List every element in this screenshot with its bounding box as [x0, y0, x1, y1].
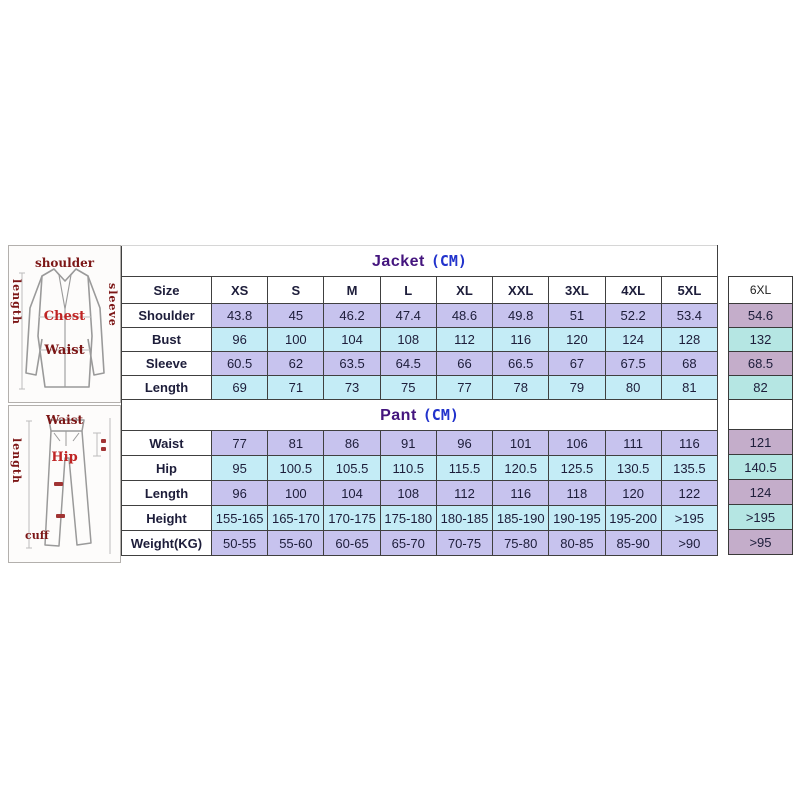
value-cell: 121	[729, 430, 793, 455]
value-cell: 175-180	[380, 506, 436, 531]
value-cell: >195	[661, 506, 717, 531]
row-label: Weight(KG)	[122, 531, 212, 556]
pant-length-label: length	[10, 438, 23, 484]
row-label: Sleeve	[122, 352, 212, 376]
value-cell: 122	[661, 481, 717, 506]
value-cell: 60.5	[212, 352, 268, 376]
value-cell: 104	[324, 328, 380, 352]
value-cell: 124	[605, 328, 661, 352]
size-header-xs: XS	[212, 277, 268, 304]
value-cell: 63.5	[324, 352, 380, 376]
jacket-shoulder-label: shoulder	[34, 256, 95, 270]
jacket-row-sleeve	[122, 352, 718, 376]
jacket-row-bust	[122, 328, 718, 352]
value-cell: 155-165	[212, 506, 268, 531]
value-cell: 130.5	[605, 456, 661, 481]
value-cell: 81	[268, 431, 324, 456]
value-cell: 70-75	[436, 531, 492, 556]
value-cell: 52.2	[605, 304, 661, 328]
size-header-label: Size	[122, 277, 212, 304]
value-cell: >95	[729, 530, 793, 555]
row-label: Length	[122, 376, 212, 400]
value-cell: 82	[729, 376, 793, 400]
value-cell: 95	[212, 456, 268, 481]
jacket-6xl-length	[729, 376, 793, 400]
extra-column-header-row	[729, 277, 793, 304]
jacket-table-title-unit: (CM)	[430, 251, 467, 270]
row-label: Bust	[122, 328, 212, 352]
pant-table-title-text: Pant	[380, 406, 417, 424]
value-cell: 116	[493, 328, 549, 352]
value-cell: 100.5	[268, 456, 324, 481]
value-cell: 73	[324, 376, 380, 400]
value-cell: 77	[436, 376, 492, 400]
value-cell: 60-65	[324, 531, 380, 556]
value-cell: 115.5	[436, 456, 492, 481]
jacket-table-title-row	[122, 246, 718, 277]
size-header-6xl: 6XL	[729, 277, 793, 304]
jacket-chest-label: Chest	[43, 309, 86, 324]
value-cell: 124	[729, 480, 793, 505]
value-cell: 49.8	[493, 304, 549, 328]
value-cell: 112	[436, 328, 492, 352]
value-cell: 106	[549, 431, 605, 456]
pant-row-height	[122, 506, 718, 531]
pant-diagram-box	[8, 405, 121, 563]
value-cell: >90	[661, 531, 717, 556]
size-header-3xl: 3XL	[549, 277, 605, 304]
pant-waist-label: Waist	[45, 413, 84, 427]
value-cell: 78	[493, 376, 549, 400]
value-cell: 54.6	[729, 304, 793, 328]
value-cell: 47.4	[380, 304, 436, 328]
value-cell: 108	[380, 481, 436, 506]
size-header-s: S	[268, 277, 324, 304]
jacket-waist-label: Waist	[44, 343, 85, 358]
size-header-m: M	[324, 277, 380, 304]
pant-table-title-row	[122, 400, 718, 431]
value-cell: 96	[212, 481, 268, 506]
pant-row-length	[122, 481, 718, 506]
value-cell: 75	[380, 376, 436, 400]
value-cell: 116	[493, 481, 549, 506]
size-header-4xl: 4XL	[605, 277, 661, 304]
value-cell: 135.5	[661, 456, 717, 481]
value-cell: 118	[549, 481, 605, 506]
size-header-l: L	[380, 277, 436, 304]
value-cell: 112	[436, 481, 492, 506]
value-cell: 185-190	[493, 506, 549, 531]
value-cell: 132	[729, 328, 793, 352]
extra-column-spacer-cell	[729, 400, 793, 430]
value-cell: 65-70	[380, 531, 436, 556]
pant-row-hip	[122, 456, 718, 481]
value-cell: 125.5	[549, 456, 605, 481]
value-cell: 69	[212, 376, 268, 400]
value-cell: 96	[436, 431, 492, 456]
value-cell: 67	[549, 352, 605, 376]
pant-cuff-label: cuff	[25, 529, 49, 542]
size-header-5xl: 5XL	[661, 277, 717, 304]
value-cell: 100	[268, 328, 324, 352]
value-cell: 165-170	[268, 506, 324, 531]
value-cell: 50-55	[212, 531, 268, 556]
jacket-row-shoulder	[122, 304, 718, 328]
value-cell: 120	[605, 481, 661, 506]
value-cell: 48.6	[436, 304, 492, 328]
value-cell: 77	[212, 431, 268, 456]
jacket-diagram-box	[8, 245, 121, 403]
value-cell: 108	[380, 328, 436, 352]
pant-6xl-weightkg	[729, 530, 793, 555]
pant-6xl-waist	[729, 430, 793, 455]
value-cell: 120.5	[493, 456, 549, 481]
pant-row-waist	[122, 431, 718, 456]
value-cell: 140.5	[729, 455, 793, 480]
jacket-sleeve-label: sleeve	[106, 283, 119, 327]
value-cell: 75-80	[493, 531, 549, 556]
pant-6xl-length	[729, 480, 793, 505]
jacket-table-title	[122, 246, 718, 277]
value-cell: 170-175	[324, 506, 380, 531]
value-cell: 91	[380, 431, 436, 456]
value-cell: 62	[268, 352, 324, 376]
value-cell: 67.5	[605, 352, 661, 376]
value-cell: 128	[661, 328, 717, 352]
value-cell: 68.5	[729, 352, 793, 376]
value-cell: 55-60	[268, 531, 324, 556]
row-label: Height	[122, 506, 212, 531]
value-cell: 116	[661, 431, 717, 456]
row-label: Shoulder	[122, 304, 212, 328]
row-label: Waist	[122, 431, 212, 456]
value-cell: 86	[324, 431, 380, 456]
value-cell: 45	[268, 304, 324, 328]
value-cell: 105.5	[324, 456, 380, 481]
pant-6xl-height	[729, 505, 793, 530]
extra-column-spacer	[729, 400, 793, 430]
value-cell: 71	[268, 376, 324, 400]
value-cell: 100	[268, 481, 324, 506]
value-cell: 81	[661, 376, 717, 400]
size-header-xxl: XXL	[493, 277, 549, 304]
jacket-length-label: length	[10, 279, 23, 325]
value-cell: 120	[549, 328, 605, 352]
jacket-6xl-bust	[729, 328, 793, 352]
size-header-row	[122, 277, 718, 304]
value-cell: 195-200	[605, 506, 661, 531]
size-header-xl: XL	[436, 277, 492, 304]
value-cell: 64.5	[380, 352, 436, 376]
value-cell: 53.4	[661, 304, 717, 328]
value-cell: 110.5	[380, 456, 436, 481]
size-table	[121, 245, 718, 556]
pant-6xl-hip	[729, 455, 793, 480]
pant-row-weightkg	[122, 531, 718, 556]
value-cell: 46.2	[324, 304, 380, 328]
value-cell: 80-85	[549, 531, 605, 556]
jacket-6xl-shoulder	[729, 304, 793, 328]
size-table-6xl-column	[728, 276, 793, 555]
jacket-row-length	[122, 376, 718, 400]
value-cell: 79	[549, 376, 605, 400]
row-label: Hip	[122, 456, 212, 481]
value-cell: 43.8	[212, 304, 268, 328]
value-cell: 101	[493, 431, 549, 456]
value-cell: 96	[212, 328, 268, 352]
value-cell: 51	[549, 304, 605, 328]
value-cell: 66	[436, 352, 492, 376]
pant-table-title	[122, 400, 718, 431]
value-cell: 85-90	[605, 531, 661, 556]
jacket-6xl-sleeve	[729, 352, 793, 376]
row-label: Length	[122, 481, 212, 506]
value-cell: 190-195	[549, 506, 605, 531]
value-cell: 111	[605, 431, 661, 456]
value-cell: 66.5	[493, 352, 549, 376]
value-cell: 80	[605, 376, 661, 400]
jacket-table-title-text: Jacket	[372, 252, 425, 270]
value-cell: 68	[661, 352, 717, 376]
pant-hip-label: Hip	[51, 450, 78, 465]
value-cell: 180-185	[436, 506, 492, 531]
pant-table-title-unit: (CM)	[422, 405, 459, 424]
value-cell: >195	[729, 505, 793, 530]
value-cell: 104	[324, 481, 380, 506]
